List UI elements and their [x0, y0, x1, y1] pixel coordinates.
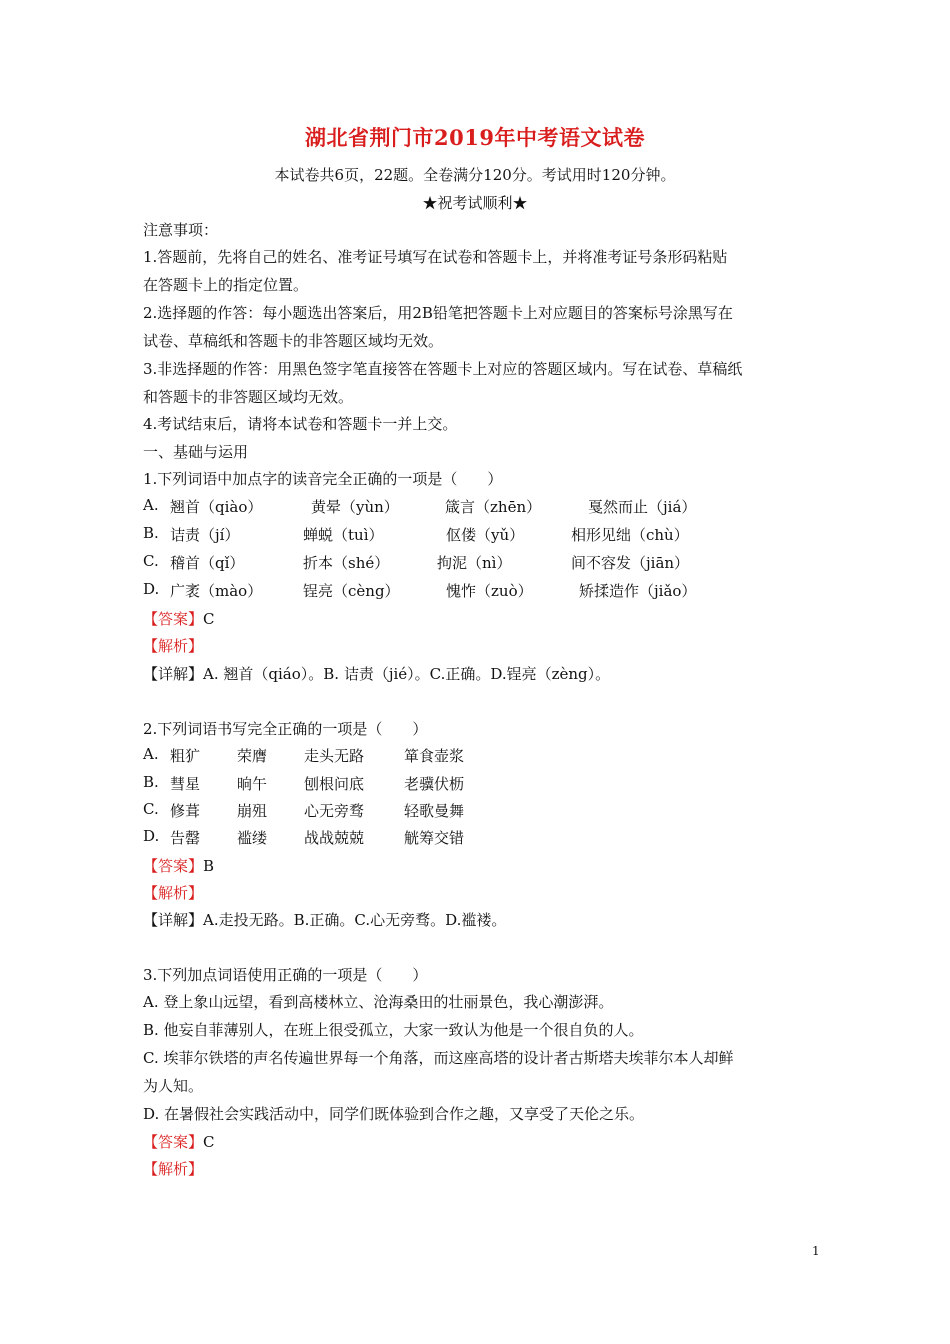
option-letter: C. — [143, 552, 159, 570]
option-item: 戛然而止（jiá） — [588, 498, 697, 516]
option-item: 间不容发（jiān） — [571, 554, 690, 572]
q3-option-line: D. 在暑假社会实践活动中，同学们既体验到合作之趣，又享受了天伦之乐。 — [143, 1105, 645, 1123]
option-letter: D. — [143, 827, 160, 845]
answer-value: C — [203, 1133, 215, 1151]
option-letter: C. — [143, 800, 159, 818]
option-item: 伛偻（yǔ） — [446, 526, 525, 544]
exam-wish: ★祝考试顺利★ — [422, 194, 528, 212]
q1-stem: 1.下列词语中加点字的读音完全正确的一项是（ ） — [143, 470, 503, 488]
q1-detail — [143, 663, 610, 684]
notice-line: 3.非选择题的作答：用黑色签字笔直接答在答题卡上对应的答题区域内。写在试卷、草稿纸 — [143, 360, 743, 378]
q3-option-line: 为人知。 — [143, 1077, 204, 1095]
answer-value: B — [203, 857, 215, 875]
option-item: 稽首（qǐ） — [170, 554, 245, 572]
exam-info: 本试卷共6页，22题。全卷满分120分。考试用时120分钟。 — [274, 166, 676, 184]
option-item: 矫揉造作（jiǎo） — [579, 582, 697, 600]
q1-analysis-tag: 【解析】 — [143, 637, 204, 655]
option-item: 诘责（jí） — [170, 526, 240, 544]
answer-value: C — [203, 610, 215, 628]
notice-heading: 注意事项： — [143, 221, 219, 239]
option-item: 晌午 — [237, 775, 268, 793]
q3-analysis-tag: 【解析】 — [143, 1160, 204, 1178]
q2-detail — [143, 909, 506, 930]
notice-line: 试卷、草稿纸和答题卡的非答题区域均无效。 — [143, 332, 444, 350]
option-item: 拘泥（nì） — [437, 554, 512, 572]
notice-line: 1.答题前，先将自己的姓名、准考证号填写在试卷和答题卡上，并将准考证号条形码粘贴 — [143, 248, 728, 266]
option-item: 彗星 — [170, 775, 201, 793]
option-item: 走头无路 — [304, 747, 365, 765]
answer-tag: 【答案】 — [143, 857, 204, 875]
notice-line: 2.选择题的作答：每小题选出答案后，用2B铅笔把答题卡上对应题目的答案标号涂黑写在 — [143, 304, 733, 322]
option-item: 荣膺 — [237, 747, 268, 765]
option-letter: A. — [143, 496, 159, 514]
option-item: 崩殂 — [237, 802, 268, 820]
option-item: 粗犷 — [170, 747, 201, 765]
option-item: 箪食壶浆 — [404, 747, 465, 765]
detail-tag: 【详解】 — [143, 911, 204, 929]
option-item: 箴言（zhēn） — [445, 498, 542, 516]
q3-option-line: C. 埃菲尔铁塔的声名传遍世界每一个角落，而这座高塔的设计者古斯塔夫埃菲尔本人却鲜 — [143, 1049, 734, 1067]
notice-line: 在答题卡上的指定位置。 — [143, 276, 309, 294]
option-item: 广袤（mào） — [170, 582, 263, 600]
option-item: 轻歌曼舞 — [404, 802, 465, 820]
option-letter: A. — [143, 745, 159, 763]
option-letter: D. — [143, 580, 160, 598]
page-number: 1 — [812, 1244, 820, 1258]
option-item: 觥筹交错 — [404, 829, 465, 847]
notice-line: 4.考试结束后，请将本试卷和答题卡一并上交。 — [143, 415, 458, 433]
answer-tag: 【答案】 — [143, 1133, 204, 1151]
option-item: 锃亮（cèng） — [303, 582, 400, 600]
option-item: 老骥伏枥 — [404, 775, 465, 793]
section-heading: 一、基础与运用 — [143, 443, 249, 461]
option-item: 战战兢兢 — [304, 829, 365, 847]
option-item: 刨根问底 — [304, 775, 365, 793]
option-item: 翘首（qiào） — [170, 498, 263, 516]
answer-tag: 【答案】 — [143, 610, 204, 628]
detail-text: A.走投无路。B.正确。C.心无旁骛。D.褴褛。 — [203, 911, 507, 929]
option-item: 相形见绌（chù） — [571, 526, 689, 544]
q3-option-line: A. 登上象山远望，看到高楼林立、沧海桑田的壮丽景色，我心潮澎湃。 — [143, 993, 614, 1011]
option-letter: B. — [143, 524, 159, 542]
option-item: 心无旁骛 — [304, 802, 365, 820]
q1-answer — [143, 608, 215, 629]
q2-answer — [143, 855, 214, 876]
option-letter: B. — [143, 773, 159, 791]
option-item: 修葺 — [170, 802, 201, 820]
q3-option-line: B. 他妄自菲薄别人，在班上很受孤立，大家一致认为他是一个很自负的人。 — [143, 1021, 644, 1039]
q3-answer — [143, 1131, 215, 1152]
option-item: 愧怍（zuò） — [446, 582, 533, 600]
option-item: 蝉蜕（tuì） — [303, 526, 384, 544]
page-title: 湖北省荆门市2019年中考语文试卷 — [305, 125, 645, 150]
q2-analysis-tag: 【解析】 — [143, 884, 204, 902]
q3-stem: 3.下列加点词语使用正确的一项是（ ） — [143, 966, 428, 984]
notice-line: 和答题卡的非答题区域均无效。 — [143, 388, 354, 406]
option-item: 褴缕 — [237, 829, 268, 847]
detail-text: A. 翘首（qiáo）。B. 诘责（jié）。C.正确。D.锃亮（zèng）。 — [203, 665, 611, 683]
detail-tag: 【详解】 — [143, 665, 204, 683]
option-item: 告罄 — [170, 829, 201, 847]
option-item: 黄晕（yùn） — [311, 498, 399, 516]
q2-stem: 2.下列词语书写完全正确的一项是（ ） — [143, 720, 428, 738]
option-item: 折本（shé） — [303, 554, 390, 572]
